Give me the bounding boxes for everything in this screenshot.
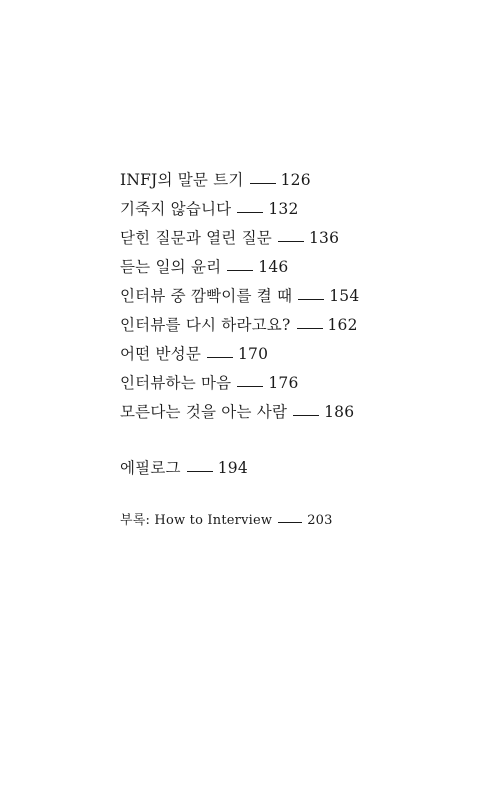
toc-entry-title: INFJ의 말문 트기 [120, 171, 244, 189]
toc-entry [120, 313, 480, 342]
toc-entry [120, 168, 480, 197]
toc-entry-page: 126 [280, 171, 311, 189]
toc-leader-line [187, 471, 213, 472]
toc-leader-line [250, 183, 276, 184]
toc-entry-title: 기죽지 않습니다 [120, 200, 232, 218]
toc-leader-line [293, 415, 319, 416]
appendix-title: 부록: How to Interview [120, 513, 273, 528]
appendix-page: 203 [307, 513, 333, 528]
epilogue-title: 에필로그 [120, 459, 181, 477]
toc-entry-page: 170 [238, 345, 269, 363]
toc-entry-title: 어떤 반성문 [120, 345, 201, 363]
toc-entry-page: 176 [268, 374, 299, 392]
toc-entry-page: 136 [308, 229, 340, 247]
toc-entry-page: 162 [327, 316, 358, 334]
toc-entry [120, 197, 480, 226]
toc-entry-page: 186 [324, 403, 355, 421]
toc-entry-title: 인터뷰하는 마음 [120, 374, 232, 392]
toc-leader-line [237, 212, 263, 213]
toc-entry [120, 371, 480, 400]
toc-leader-line [278, 241, 304, 242]
toc-entry [120, 400, 480, 429]
toc-entry-epilogue [120, 456, 248, 485]
toc-leader-line [227, 270, 253, 271]
toc-entry-title: 인터뷰 중 깜빡이를 켤 때 [120, 287, 293, 305]
toc-entry-title: 인터뷰를 다시 하라고요? [120, 316, 291, 334]
toc-entry [120, 284, 480, 313]
toc-entry-page: 154 [329, 287, 360, 305]
toc-entry-title: 듣는 일의 윤리 [120, 258, 222, 276]
toc-entry [120, 255, 480, 284]
epilogue-page: 194 [217, 459, 248, 477]
toc-entry-title: 닫힌 질문과 열린 질문 [120, 229, 272, 247]
toc-leader-line [278, 522, 302, 523]
toc-leader-line [297, 328, 323, 329]
toc-entry-page: 146 [258, 258, 289, 276]
toc-leader-line [237, 386, 263, 387]
toc-leader-line [207, 357, 233, 358]
toc-entry [120, 342, 480, 371]
toc-entry-page: 132 [268, 200, 299, 218]
toc-leader-line [298, 299, 324, 300]
toc-entry-title: 모른다는 것을 아는 사람 [120, 403, 288, 421]
table-of-contents [120, 168, 480, 429]
toc-entry-appendix [120, 509, 333, 538]
toc-entry [120, 226, 480, 255]
